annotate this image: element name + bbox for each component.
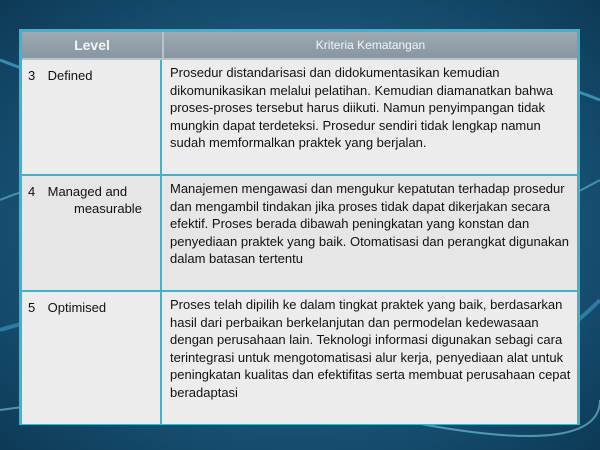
level-number: 3 [28,68,36,83]
table-row [22,60,577,176]
table-row [22,292,577,424]
level-name: Defined [47,68,93,83]
level-name: Managed and [47,184,128,199]
criteria-cell: Manajemen mengawasi dan mengukur kepatutan terhadap prosedur dan mengambil tindakan jika proses tidak dapat dikerjakan secara efektif. Proses berada dibawah peningkatan yang konstan dan penyediaan praktek yang baik. Otomatisasi dan perangkat digunakan dalam batasan tertentu [170,181,569,267]
header-level: Level [22,32,164,58]
level-cell [22,60,162,174]
header-criteria: Kriteria Kematangan [315,38,426,52]
maturity-table [19,29,580,425]
table-header [22,32,577,60]
criteria-cell: Prosedur distandarisasi dan didokumentasikan kemudian dikomunikasikan melalui pelatihan. Kemudian diamanatkan bahwa proses-proses tersebut harus diikuti. Namun penyimpangan tidak mungkin dapat terdeteksi. Prosedur sendiri tidak lengkap namun sudah memformalkan praktek yang berjalan. [170,65,554,151]
level-name: Optimised [47,300,107,315]
table-row [22,176,577,292]
level-cell [22,176,162,290]
level-name-cont: measurable [74,201,142,216]
level-number: 4 [28,184,36,199]
level-number: 5 [28,300,36,315]
criteria-cell: Proses telah dipilih ke dalam tingkat praktek yang baik, berdasarkan hasil dari perbaikan berkelanjutan dan permodelan kedewasaan dengan perusahaan lain. Teknologi informasi digunakan sebagi cara terintegrasi untuk mengotomatisasi alur kerja, penyediaan alat untuk peningkatan kualitas dan efektifitas serta membuat perusahaan cepat beradaptasi [170,297,571,400]
level-cell [22,292,162,424]
